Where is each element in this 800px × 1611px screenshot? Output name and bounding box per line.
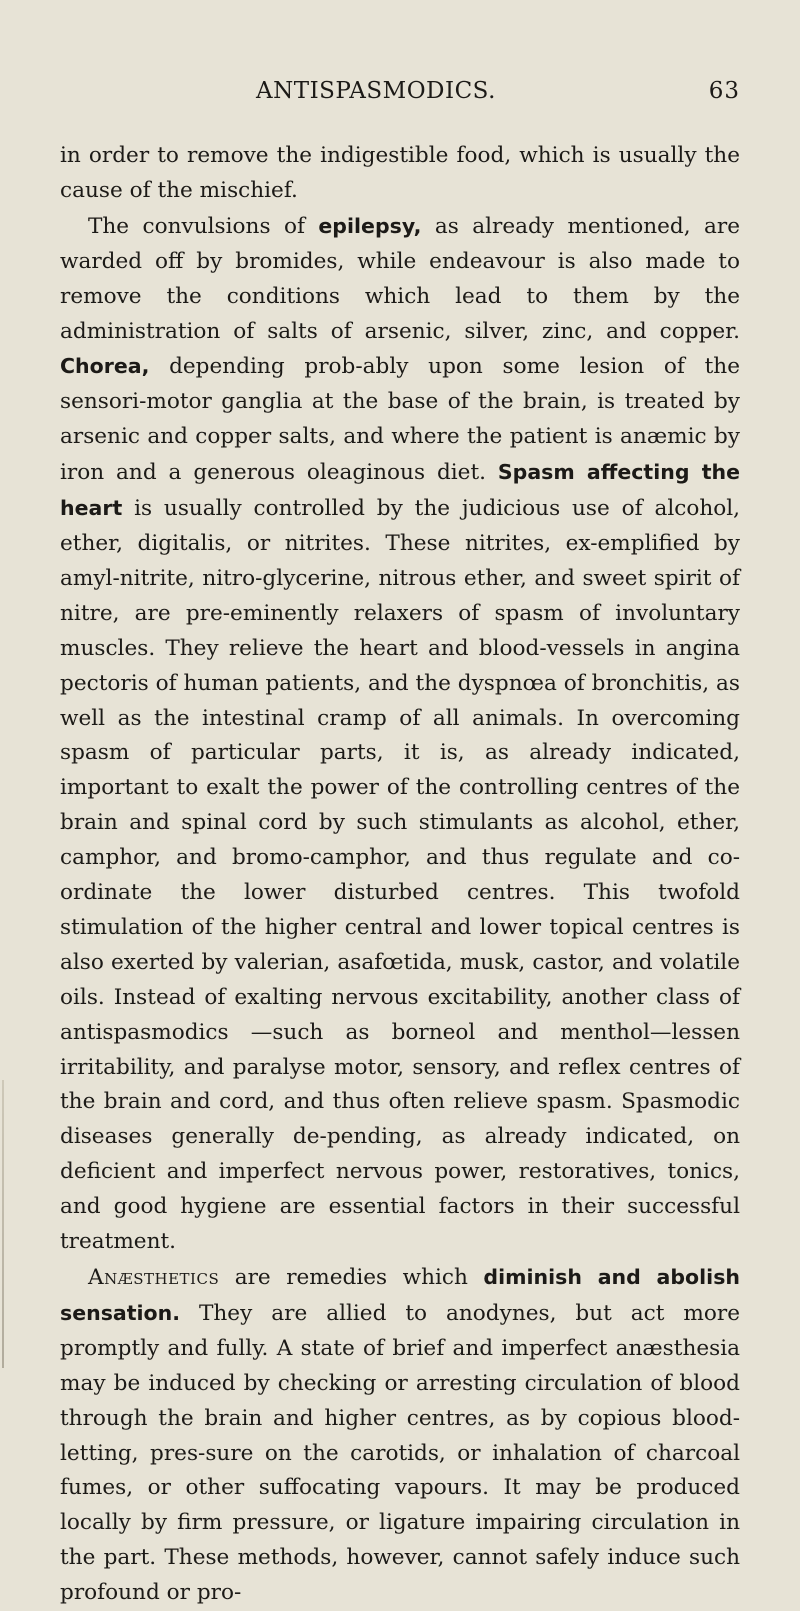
paragraph-epilepsy-chorea-heart — [60, 209, 740, 1260]
body-text — [60, 139, 740, 1611]
term-anaesthetics: Anæsthetics — [88, 1265, 220, 1290]
text-run: are remedies which — [219, 1265, 484, 1290]
text-run: as already mentioned, are warded off by bromides, while endeavour is also made to remove the conditions which lead to them by the administration of salts of arsenic, silver, zinc, and copper. — [60, 213, 740, 344]
binding-shadow — [2, 1080, 4, 1368]
page-number: 63 — [708, 78, 740, 104]
term-spasm-heart: Spasm affecting the heart — [60, 460, 740, 521]
running-head: ANTISPASMODICS. — [256, 78, 496, 104]
text-run: depending prob-ably upon some lesion of the sensori-motor ganglia at the base of the brain, is treated by arsenic and copper salts, and where the patient is anæmic by iron and a generous oleaginous diet. — [60, 354, 740, 486]
paragraph-text: in order to remove the indigestible food, which is usually the cause of the mischief. — [60, 143, 740, 203]
term-epilepsy: epilepsy, — [318, 213, 422, 238]
text-run: They are allied to anodynes, but act more promptly and fully. A state of brief and imperfect anæsthesia may be induced by checking or arresting circulation of blood through the brain and higher centres, as by copious blood-letting, pres-sure on the carotids, or inhalation of charcoal fumes, or other suffocating vapours. It may be produced locally by firm pressure, or ligature impairing circulation in the part. These methods, however, cannot safely induce such profound or pro- — [60, 1300, 740, 1606]
text-run: The convulsions of — [88, 213, 319, 239]
term-chorea: Chorea, — [60, 354, 150, 379]
page-header — [0, 78, 800, 112]
paragraph-anaesthetics — [60, 1260, 740, 1611]
paragraph-continuation — [60, 139, 740, 209]
text-run: is usually controlled by the judicious use of alcohol, ether, digitalis, or nitrites. These nitrites, ex-emplified by amyl-nitrite, nitro-glycerine, nitrous ether, and sweet spirit of nitre, are pre-eminently relaxers of spasm of involuntary muscles. They relieve the heart and blood-vessels in angina pectoris of human patients, and the dyspnœa of bronchitis, as well as the intestinal cramp of all animals. In overcoming spasm of particular parts, it is, as already indicated, important to exalt the power of the controlling centres of the brain and spinal cord by such stimulants as alcohol, ether, camphor, and bromo-camphor, and thus regulate and co-ordinate the lower disturbed centres. This twofold stimulation of the higher central and lower topical centres is also exerted by valerian, asafœtida, musk, castor, and volatile oils. Instead of exalting nervous excitability, another class of antispasmodics —such as borneol and menthol—lessen irritability, and paralyse motor, sensory, and reflex centres of the brain and cord, and thus often relieve spasm. Spasmodic diseases generally de-pending, as already indicated, on deficient and imperfect nervous power, restoratives, tonics, and good hygiene are essential factors in their successful treatment. — [60, 496, 740, 1255]
term-diminish-abolish: diminish and abolish sensation. — [60, 1265, 740, 1325]
